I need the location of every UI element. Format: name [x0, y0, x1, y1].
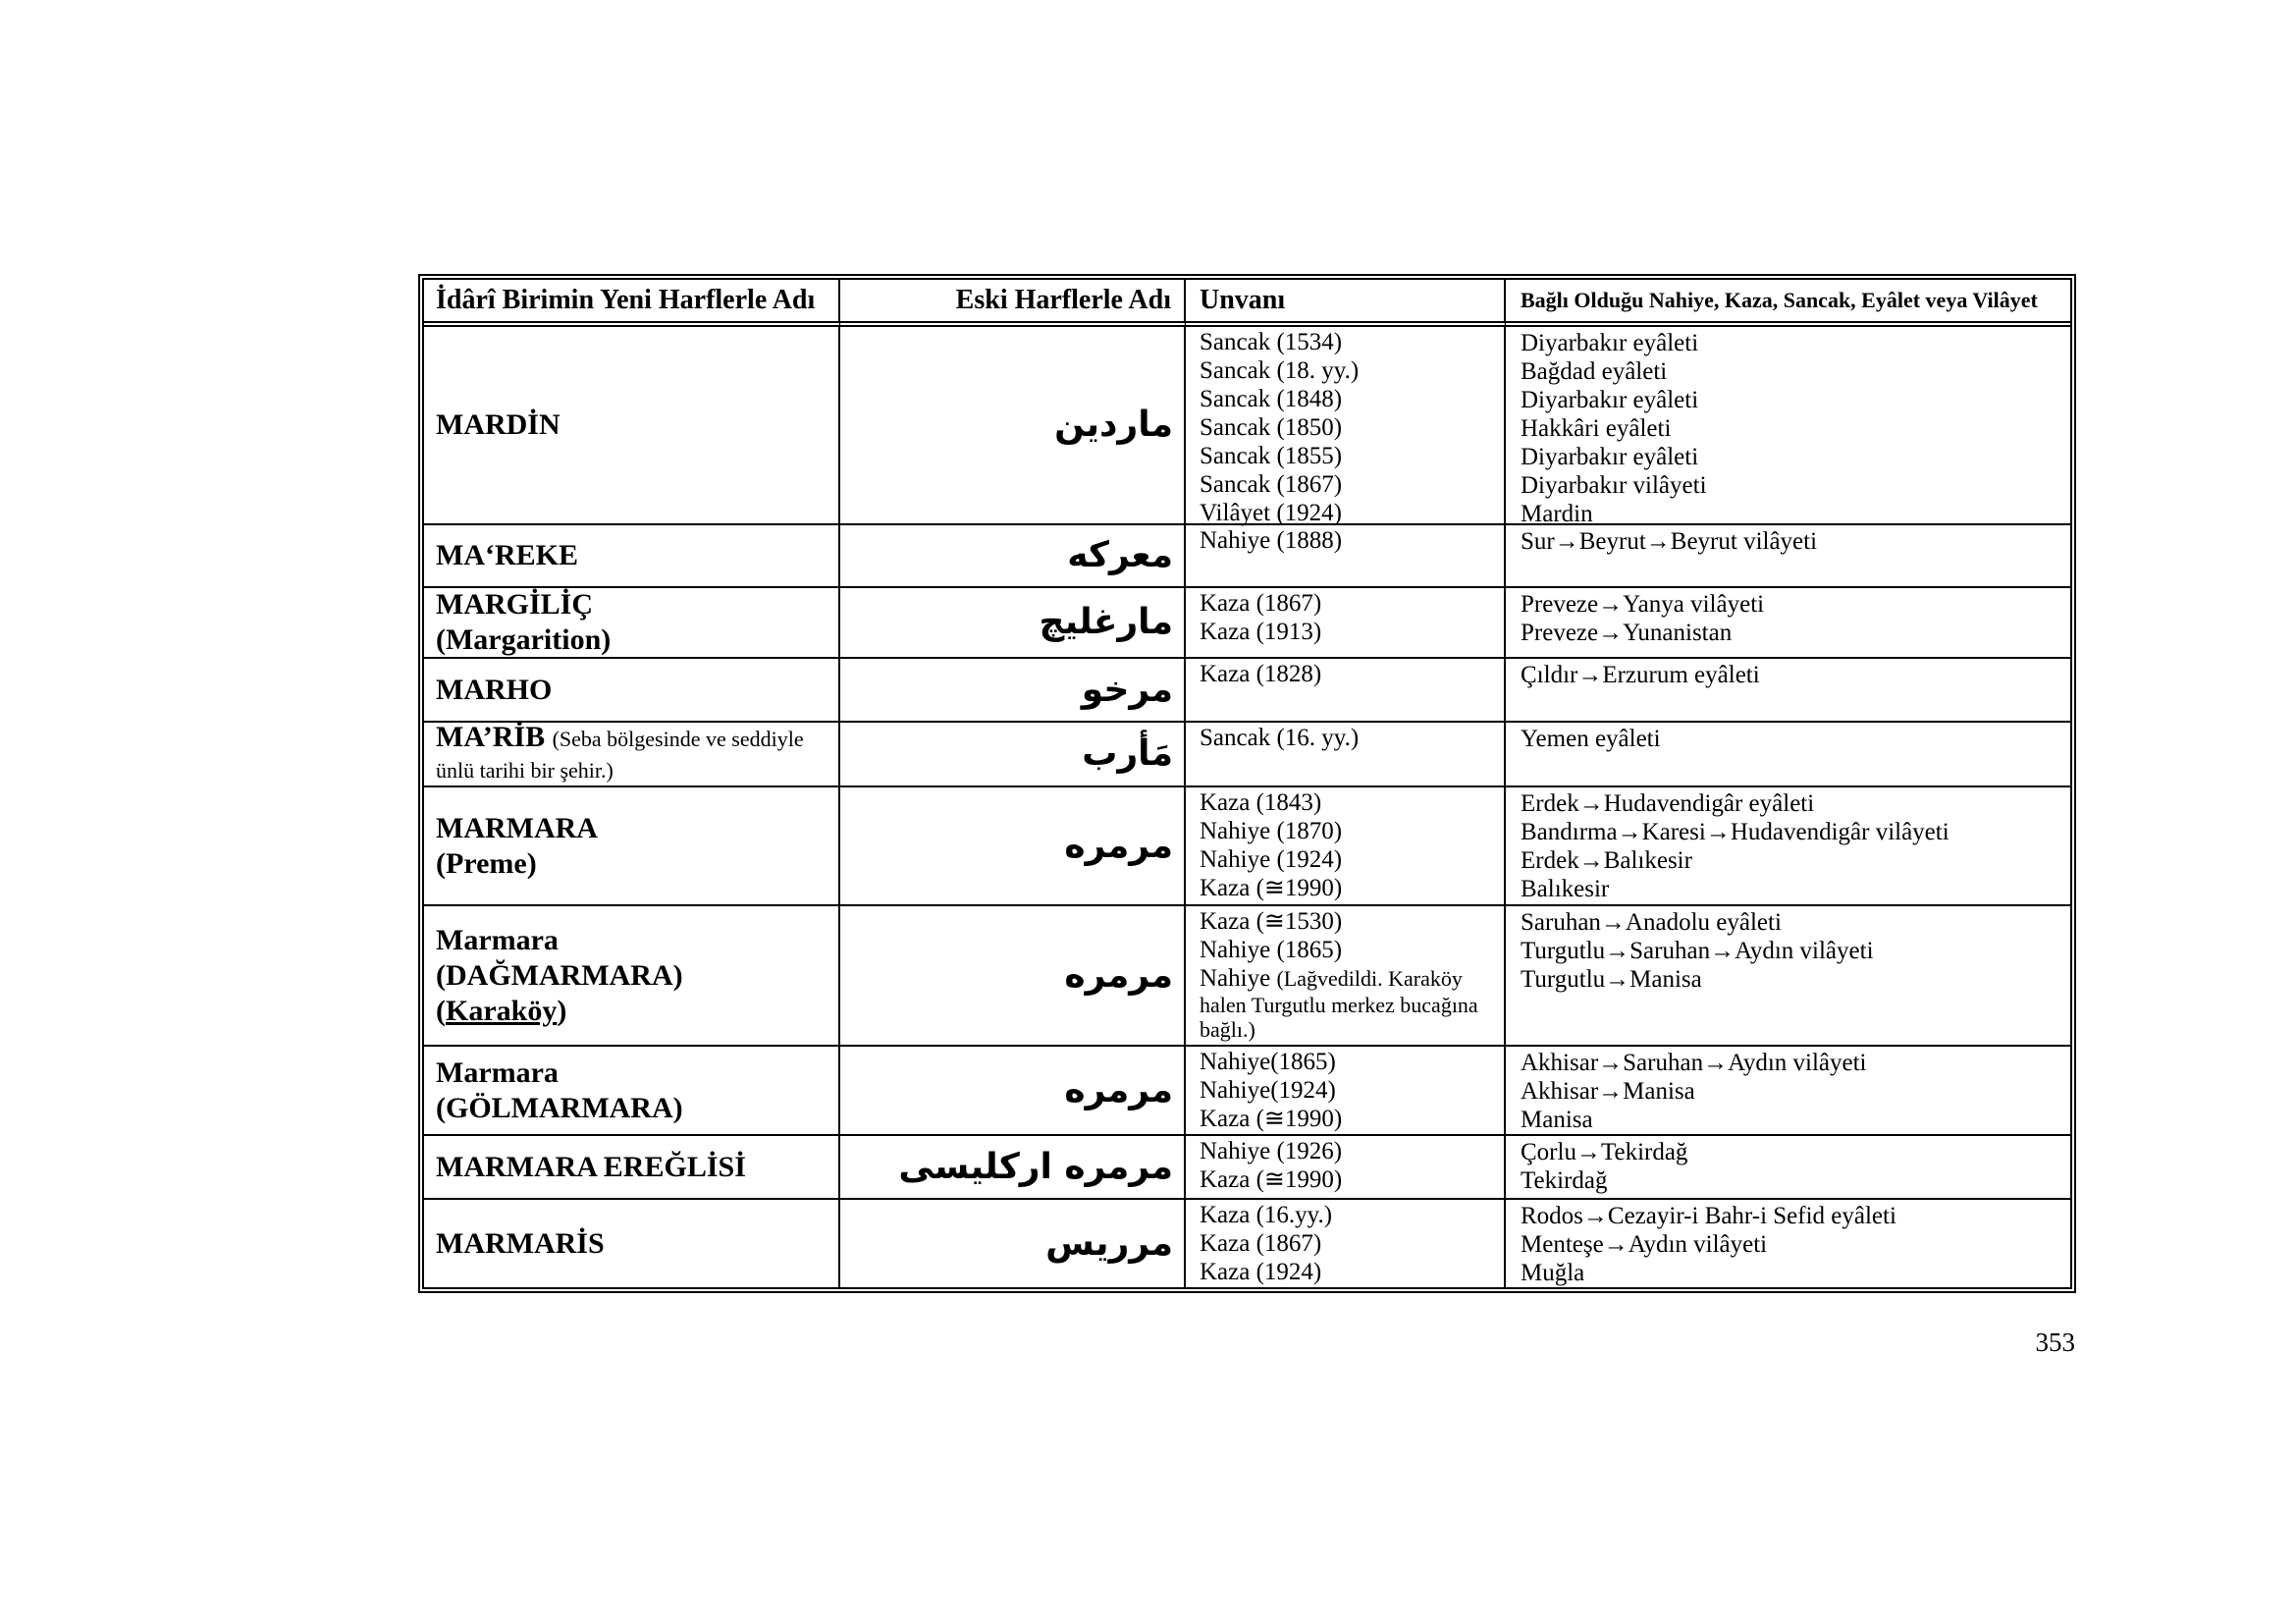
attached-to-entry: Menteşe→Aydın vilâyeti [1521, 1231, 1768, 1258]
unit-name-line [436, 923, 830, 958]
unit-name-cell [424, 906, 840, 1047]
name-part: ) [557, 994, 567, 1027]
title-entry: Sancak (1850) [1200, 414, 1343, 441]
old-script-name-cell [840, 723, 1186, 787]
unit-name [436, 407, 830, 443]
name-text: (DAĞMARMARA) [436, 958, 683, 992]
title-entry: Nahiye(1924) [1200, 1077, 1336, 1104]
title-entry: Kaza (≅1990) [1200, 1106, 1343, 1132]
title-text: Nahiye [1200, 965, 1271, 992]
attached-to-entry: Balıkesir [1521, 876, 1610, 902]
attached-to-entry: Mardin [1521, 501, 1593, 527]
attached-to-entry: Diyarbakır eyâleti [1521, 330, 1699, 356]
attached-to-cell [1506, 525, 2070, 588]
old-script-name: مرمره اركليسى [898, 1146, 1173, 1187]
attached-to-entry: Tekirdağ [1521, 1167, 1608, 1194]
header-attached-to-text: Bağlı Olduğu Nahiye, Kaza, Sancak, Eyâlet veya Vilâyet [1521, 288, 2038, 312]
header-old-script-name [840, 280, 1186, 327]
name-text: (GÖLMARMARA) [436, 1091, 683, 1124]
unit-name [436, 587, 830, 658]
name-text: MARMARİS [436, 1226, 605, 1260]
title-entry: Vilâyet (1924) [1200, 500, 1342, 526]
unit-name-line [436, 1056, 830, 1091]
old-script-name-cell [840, 327, 1186, 525]
unit-name [436, 1150, 830, 1185]
attached-to-cell [1506, 1136, 2070, 1200]
old-script-name-cell [840, 1047, 1186, 1136]
title-cell [1186, 723, 1506, 787]
attached-to-entry: Diyarbakır eyâleti [1521, 387, 1699, 413]
attached-to-entry: Turgutlu→Manisa [1521, 966, 1702, 993]
name-text: (Preme) [436, 846, 537, 880]
title-entry: Nahiye (1924) [1200, 846, 1343, 873]
name-text: MA‘REKE [436, 539, 578, 571]
unit-name-cell [424, 327, 840, 525]
attached-to-cell [1506, 723, 2070, 787]
title-entry: Sancak (1534) [1200, 329, 1343, 355]
header-title-text: Unvanı [1200, 285, 1286, 315]
unit-name-line [436, 811, 830, 846]
unit-name-cell [424, 1200, 840, 1287]
name-text: MA’RİB [436, 721, 546, 753]
title-entry: Kaza (16.yy.) [1200, 1202, 1333, 1228]
attached-to-entry: Saruhan→Anadolu eyâleti [1521, 909, 1782, 936]
title-note: (Lağvedildi. Karaköy halen Turgutlu merkez bucağına bağlı.) [1200, 966, 1478, 1042]
title-cell [1186, 787, 1506, 906]
unit-name [436, 723, 830, 785]
unit-name [436, 673, 830, 708]
unit-name-cell [424, 787, 840, 906]
attached-to-entry: Akhisar→Saruhan→Aydın vilâyeti [1521, 1050, 1867, 1076]
name-text: Marmara [436, 923, 559, 956]
title-entry: Nahiye(1865) [1200, 1049, 1336, 1075]
old-script-name: مَأرب [1082, 733, 1173, 774]
header-title [1186, 280, 1506, 327]
old-script-name: معركه [1067, 535, 1173, 575]
old-script-name: مرخو [1081, 669, 1173, 710]
name-part: ( [436, 994, 446, 1027]
attached-to-entry: Bandırma→Karesi→Hudavendigâr vilâyeti [1521, 819, 1949, 845]
name-text: (Margarition) [436, 623, 612, 656]
title-entry: Nahiye (1870) [1200, 818, 1343, 844]
old-script-name-cell [840, 906, 1186, 1047]
title-entry: Nahiye (1926) [1200, 1138, 1343, 1164]
attached-to-entry: Hakkâri eyâleti [1521, 415, 1672, 442]
old-script-name: مرمره [1064, 825, 1173, 866]
attached-to-entry: Diyarbakır vilâyeti [1521, 472, 1707, 499]
unit-name-cell [424, 1136, 840, 1200]
attached-to-entry: Akhisar→Manisa [1521, 1078, 1695, 1105]
old-script-name-cell [840, 588, 1186, 659]
title-entry: Kaza (1843) [1200, 789, 1322, 816]
attached-to-cell [1506, 659, 2070, 723]
attached-to-entry: Rodos→Cezayir-i Bahr-i Sefid eyâleti [1521, 1203, 1896, 1229]
name-text: MARMARA [436, 811, 598, 844]
title-entry: Sancak (1848) [1200, 386, 1343, 412]
unit-name-line [436, 958, 830, 994]
unit-name-line [436, 407, 830, 443]
old-script-name: مارغليچ [1039, 602, 1173, 642]
title-entry: Kaza (1867) [1200, 590, 1322, 617]
attached-to-entry: Yemen eyâleti [1521, 726, 1661, 752]
attached-to-cell [1506, 327, 2070, 525]
header-new-script-name [424, 280, 840, 327]
title-entry: Sancak (18. yy.) [1200, 357, 1360, 384]
unit-name [436, 811, 830, 882]
old-script-name-cell [840, 659, 1186, 723]
attached-to-cell [1506, 588, 2070, 659]
title-entry: Kaza (1924) [1200, 1259, 1322, 1285]
title-entry: Kaza (1867) [1200, 1230, 1322, 1257]
title-cell [1186, 659, 1506, 723]
name-text: MARMARA EREĞLİSİ [436, 1150, 746, 1183]
old-script-name-cell [840, 787, 1186, 906]
page-number: 353 [2035, 1327, 2075, 1357]
attached-to-entry: Çıldır→Erzurum eyâleti [1521, 662, 1760, 688]
attached-to-entry: Preveze→Yunanistan [1521, 620, 1733, 646]
attached-to-entry: Erdek→Hudavendigâr eyâleti [1521, 790, 1815, 817]
attached-to-entry: Diyarbakır eyâleti [1521, 444, 1699, 470]
title-cell [1186, 327, 1506, 525]
attached-to-cell [1506, 1047, 2070, 1136]
administrative-units-table [418, 274, 2076, 1293]
name-text: MARDİN [436, 408, 561, 441]
old-script-name-cell [840, 1200, 1186, 1287]
attached-to-entry: Bağdad eyâleti [1521, 358, 1668, 385]
unit-name-note: (Seba bölgesinde ve seddiyle ünlü tarihi bir şehir.) [436, 727, 804, 783]
title-entry: Sancak (16. yy.) [1200, 725, 1360, 751]
unit-name-cell [424, 723, 840, 787]
title-cell [1186, 906, 1506, 1047]
title-entry: Kaza (1828) [1200, 661, 1322, 687]
unit-name [436, 1056, 830, 1126]
title-entry: Kaza (≅1530) [1200, 908, 1343, 935]
unit-name-cell [424, 1047, 840, 1136]
attached-to-entry: Çorlu→Tekirdağ [1521, 1139, 1688, 1165]
unit-name-cell [424, 525, 840, 588]
title-cell [1186, 1136, 1506, 1200]
name-text: Marmara [436, 1056, 559, 1089]
attached-to-entry: Sur→Beyrut→Beyrut vilâyeti [1521, 528, 1818, 555]
title-entry: Sancak (1867) [1200, 471, 1343, 498]
name-text: MARHO [436, 673, 553, 706]
attached-to-entry: Erdek→Balıkesir [1521, 847, 1692, 874]
title-entry [1200, 964, 1496, 1042]
unit-name-line [436, 846, 830, 882]
attached-to-cell [1506, 787, 2070, 906]
unit-name [436, 923, 830, 1029]
header-attached-to [1506, 280, 2070, 327]
unit-name-line [436, 1091, 830, 1126]
unit-name-line [436, 723, 830, 785]
old-script-name-cell [840, 1136, 1186, 1200]
unit-name-line [436, 1226, 830, 1262]
title-entry: Kaza (≅1990) [1200, 1166, 1343, 1193]
old-script-name: مرمره [1064, 954, 1173, 996]
attached-to-entry: Preveze→Yanya vilâyeti [1521, 591, 1765, 618]
attached-to-entry: Muğla [1521, 1260, 1585, 1286]
unit-name-line [436, 587, 830, 623]
title-entry: Kaza (1913) [1200, 619, 1322, 645]
unit-name-line [436, 623, 830, 658]
unit-name-line [436, 538, 830, 573]
old-script-name: ماردين [1054, 405, 1173, 445]
attached-to-cell [1506, 906, 2070, 1047]
title-entry: Kaza (≅1990) [1200, 875, 1343, 901]
unit-name [436, 538, 830, 573]
attached-to-entry: Manisa [1521, 1107, 1593, 1133]
header-old-script-name-text: Eski Harflerle Adı [955, 285, 1171, 315]
unit-name-line [436, 673, 830, 708]
attached-to-entry: Turgutlu→Saruhan→Aydın vilâyeti [1521, 938, 1874, 964]
old-script-name: مرمره [1064, 1069, 1173, 1110]
old-script-name-cell [840, 525, 1186, 588]
title-cell [1186, 1200, 1506, 1287]
title-entry: Nahiye (1888) [1200, 527, 1343, 554]
title-cell [1186, 588, 1506, 659]
unit-name-line [436, 994, 830, 1029]
unit-name-cell [424, 659, 840, 723]
unit-name [436, 1226, 830, 1262]
underlined-name-part: Karaköy [446, 994, 558, 1027]
title-entry: Sancak (1855) [1200, 443, 1343, 469]
old-script-name: مرريس [1045, 1222, 1173, 1264]
title-cell [1186, 525, 1506, 588]
unit-name-line [436, 1150, 830, 1185]
title-entry: Nahiye (1865) [1200, 937, 1343, 963]
name-text: MARGİLİÇ [436, 588, 594, 621]
unit-name-cell [424, 588, 840, 659]
header-new-script-name-text: İdârî Birimin Yeni Harflerle Adı [436, 285, 816, 315]
title-cell [1186, 1047, 1506, 1136]
attached-to-cell [1506, 1200, 2070, 1287]
